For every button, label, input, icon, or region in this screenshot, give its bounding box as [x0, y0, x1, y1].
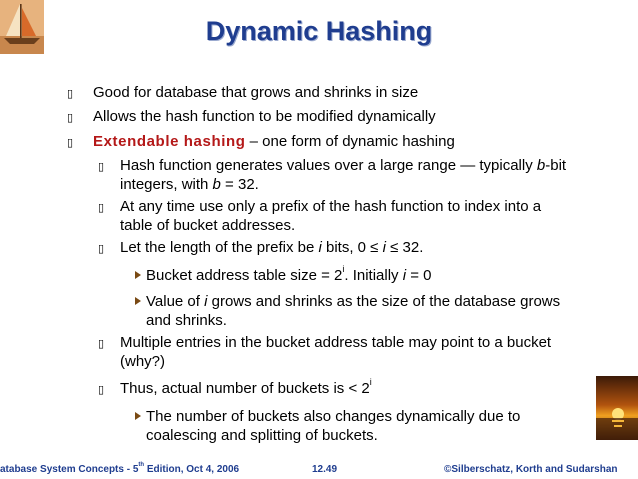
footer-left: atabase System Concepts - 5th Edition, Oct 4, 2006: [0, 462, 240, 475]
bullet-1: Good for database that grows and shrinks in size: [93, 84, 419, 101]
bullet-marker: ▯: [67, 87, 74, 100]
sub-bullet-5: Thus, actual number of buckets is < $2^i$: [120, 377, 372, 397]
bullet-3-rest: – one form of dynamic hashing: [245, 133, 455, 150]
triangle-bullet-icon: [135, 297, 141, 305]
subsub-bullet-1: Bucket address table size = $2^i$. Initially i = 0: [146, 264, 432, 284]
sunset-image-icon: [596, 376, 638, 440]
footer-page-number: 12.49: [312, 464, 338, 475]
highlight-term: Extendable hashing: [93, 133, 246, 150]
bullet-3: [93, 132, 455, 151]
sub-bullet-marker: ▯: [98, 160, 105, 173]
triangle-bullet-icon: [135, 412, 141, 420]
bullet-2: Allows the hash function to be modified dynamically: [93, 108, 436, 125]
sub-bullet-1: Hash function generates values over a large range — typically b-bit integers, with b = 32.: [120, 157, 567, 193]
bullet-marker: ▯: [67, 136, 74, 149]
subsub-bullet-2: Value of i grows and shrinks as the size of the database grows and shrinks.: [146, 293, 561, 329]
page-title: Dynamic Hashing: [205, 16, 433, 46]
sub-bullet-2: At any time use only a prefix of the hash function to index into a table of bucket addresses.: [120, 198, 542, 234]
footer: [0, 452, 638, 479]
triangle-bullet-icon: [135, 271, 141, 279]
sub-bullet-marker: ▯: [98, 337, 105, 350]
bullet-marker: ▯: [67, 111, 74, 124]
sub-bullet-marker: ▯: [98, 242, 105, 255]
subsub-bullet-3: The number of buckets also changes dynamically due to coalescing and splitting of buckets.: [146, 408, 521, 444]
sub-bullet-4: Multiple entries in the bucket address table may point to a bucket (why?): [120, 334, 552, 370]
sub-bullet-3: Let the length of the prefix be i bits, 0 ≤ i ≤ 32.: [120, 239, 424, 256]
footer-right: ©Silberschatz, Korth and Sudarshan: [444, 464, 618, 475]
sub-bullet-marker: ▯: [98, 383, 105, 396]
sub-bullet-marker: ▯: [98, 201, 105, 214]
